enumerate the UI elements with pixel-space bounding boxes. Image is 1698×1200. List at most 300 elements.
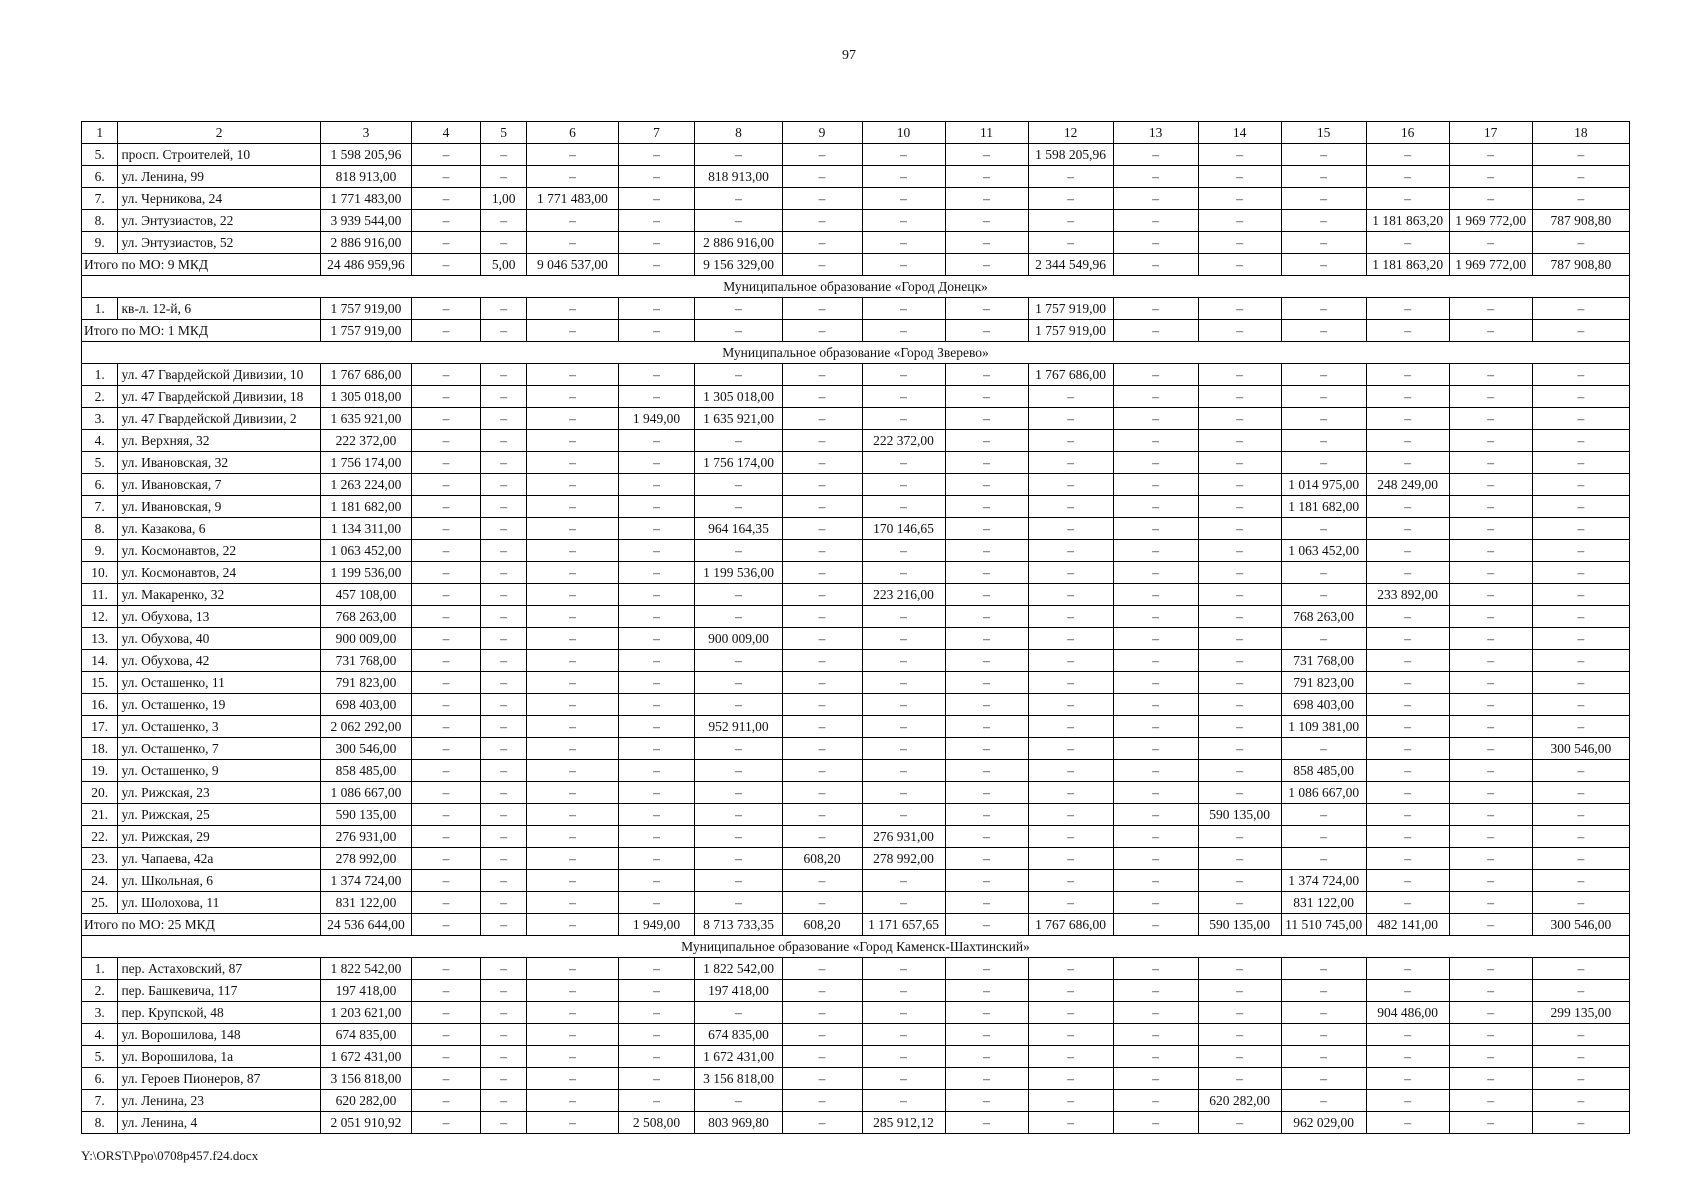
- value-cell: –: [1449, 1046, 1532, 1068]
- value-cell: –: [412, 826, 481, 848]
- table-row: [82, 166, 1630, 188]
- value-cell: –: [1532, 628, 1629, 650]
- value-cell: –: [862, 870, 945, 892]
- value-cell: 2 508,00: [618, 1112, 695, 1134]
- value-cell: –: [618, 1002, 695, 1024]
- value-cell: –: [1366, 1046, 1449, 1068]
- value-cell: 3 156 818,00: [320, 1068, 411, 1090]
- value-cell: –: [412, 782, 481, 804]
- column-header: 18: [1532, 122, 1629, 144]
- value-cell: –: [480, 1024, 527, 1046]
- value-cell: –: [1366, 1090, 1449, 1112]
- value-cell: –: [862, 1024, 945, 1046]
- value-cell: –: [618, 210, 695, 232]
- value-cell: 3 156 818,00: [695, 1068, 782, 1090]
- value-cell: –: [1532, 496, 1629, 518]
- value-cell: –: [1113, 144, 1198, 166]
- value-cell: 1 203 621,00: [320, 1002, 411, 1024]
- value-cell: –: [945, 562, 1028, 584]
- table-row: [82, 1068, 1630, 1090]
- value-cell: –: [412, 408, 481, 430]
- value-cell: 223 216,00: [862, 584, 945, 606]
- value-cell: –: [1449, 738, 1532, 760]
- value-cell: –: [1449, 1024, 1532, 1046]
- value-cell: 900 009,00: [695, 628, 782, 650]
- value-cell: –: [1113, 562, 1198, 584]
- value-cell: –: [862, 1046, 945, 1068]
- value-cell: 1 771 483,00: [527, 188, 618, 210]
- value-cell: 285 912,12: [862, 1112, 945, 1134]
- value-cell: 608,20: [782, 848, 862, 870]
- value-cell: –: [862, 452, 945, 474]
- value-cell: –: [1281, 1046, 1366, 1068]
- table-row: [82, 540, 1630, 562]
- value-cell: –: [782, 760, 862, 782]
- value-cell: 1 822 542,00: [320, 958, 411, 980]
- value-cell: –: [1028, 628, 1113, 650]
- value-cell: 768 263,00: [320, 606, 411, 628]
- value-cell: –: [1366, 496, 1449, 518]
- value-cell: –: [1113, 540, 1198, 562]
- value-cell: 1 086 667,00: [1281, 782, 1366, 804]
- value-cell: –: [862, 540, 945, 562]
- address-cell: ул. 47 Гвардейской Дивизии, 10: [118, 364, 320, 386]
- value-cell: 1 969 772,00: [1449, 210, 1532, 232]
- value-cell: 1 181 863,20: [1366, 210, 1449, 232]
- value-cell: –: [1198, 452, 1281, 474]
- value-cell: 300 546,00: [320, 738, 411, 760]
- value-cell: –: [945, 232, 1028, 254]
- value-cell: –: [412, 804, 481, 826]
- row-number: 16.: [82, 694, 118, 716]
- value-cell: 2 062 292,00: [320, 716, 411, 738]
- row-number: 12.: [82, 606, 118, 628]
- total-cell: 300 546,00: [1532, 914, 1629, 936]
- value-cell: –: [945, 452, 1028, 474]
- value-cell: –: [1028, 716, 1113, 738]
- value-cell: –: [1449, 870, 1532, 892]
- address-cell: ул. Ворошилова, 148: [118, 1024, 320, 1046]
- value-cell: –: [1028, 650, 1113, 672]
- address-cell: ул. Верхняя, 32: [118, 430, 320, 452]
- section-row: [82, 936, 1630, 958]
- value-cell: –: [527, 452, 618, 474]
- value-cell: –: [1532, 430, 1629, 452]
- value-cell: –: [945, 738, 1028, 760]
- value-cell: –: [695, 694, 782, 716]
- value-cell: –: [412, 650, 481, 672]
- value-cell: –: [1113, 210, 1198, 232]
- value-cell: –: [412, 496, 481, 518]
- value-cell: –: [945, 606, 1028, 628]
- value-cell: –: [1366, 298, 1449, 320]
- total-cell: 8 713 733,35: [695, 914, 782, 936]
- value-cell: –: [782, 188, 862, 210]
- value-cell: –: [1532, 1112, 1629, 1134]
- table-row: [82, 188, 1630, 210]
- value-cell: –: [782, 562, 862, 584]
- value-cell: –: [1113, 1024, 1198, 1046]
- column-header: 5: [480, 122, 527, 144]
- row-number: 5.: [82, 452, 118, 474]
- value-cell: –: [1028, 870, 1113, 892]
- total-cell: –: [1113, 320, 1198, 342]
- value-cell: –: [1449, 144, 1532, 166]
- section-row: [82, 276, 1630, 298]
- value-cell: 1,00: [480, 188, 527, 210]
- value-cell: –: [695, 1090, 782, 1112]
- total-cell: 482 141,00: [1366, 914, 1449, 936]
- value-cell: –: [782, 496, 862, 518]
- value-cell: –: [480, 980, 527, 1002]
- table-row: [82, 1024, 1630, 1046]
- value-cell: –: [862, 232, 945, 254]
- value-cell: –: [1198, 474, 1281, 496]
- address-cell: ул. Героев Пионеров, 87: [118, 1068, 320, 1090]
- table-row: [82, 1090, 1630, 1112]
- value-cell: –: [695, 848, 782, 870]
- value-cell: –: [527, 518, 618, 540]
- total-cell: 608,20: [782, 914, 862, 936]
- value-cell: –: [1198, 518, 1281, 540]
- column-header: 14: [1198, 122, 1281, 144]
- value-cell: –: [782, 430, 862, 452]
- value-cell: –: [782, 1090, 862, 1112]
- value-cell: –: [695, 1002, 782, 1024]
- value-cell: –: [862, 650, 945, 672]
- value-cell: –: [1028, 1068, 1113, 1090]
- value-cell: –: [782, 782, 862, 804]
- value-cell: 276 931,00: [862, 826, 945, 848]
- value-cell: –: [1449, 650, 1532, 672]
- table-row: [82, 826, 1630, 848]
- value-cell: –: [480, 452, 527, 474]
- value-cell: –: [862, 804, 945, 826]
- row-number: 25.: [82, 892, 118, 914]
- value-cell: –: [1532, 518, 1629, 540]
- value-cell: 1 014 975,00: [1281, 474, 1366, 496]
- row-number: 15.: [82, 672, 118, 694]
- value-cell: –: [412, 672, 481, 694]
- value-cell: –: [412, 210, 481, 232]
- total-cell: –: [527, 320, 618, 342]
- address-cell: ул. 47 Гвардейской Дивизии, 18: [118, 386, 320, 408]
- row-number: 1.: [82, 298, 118, 320]
- value-cell: –: [1449, 584, 1532, 606]
- value-cell: –: [945, 408, 1028, 430]
- value-cell: –: [412, 298, 481, 320]
- value-cell: –: [412, 144, 481, 166]
- value-cell: 831 122,00: [320, 892, 411, 914]
- value-cell: –: [1281, 1024, 1366, 1046]
- value-cell: –: [1532, 1068, 1629, 1090]
- value-cell: –: [1113, 430, 1198, 452]
- value-cell: –: [618, 1046, 695, 1068]
- address-cell: ул. Рижская, 29: [118, 826, 320, 848]
- value-cell: –: [527, 782, 618, 804]
- table-row: [82, 760, 1630, 782]
- value-cell: –: [527, 606, 618, 628]
- value-cell: –: [1532, 694, 1629, 716]
- value-cell: –: [618, 452, 695, 474]
- address-cell: ул. Шолохова, 11: [118, 892, 320, 914]
- value-cell: –: [1366, 848, 1449, 870]
- address-cell: ул. Космонавтов, 24: [118, 562, 320, 584]
- table-row: [82, 606, 1630, 628]
- row-number: 5.: [82, 1046, 118, 1068]
- total-cell: 590 135,00: [1198, 914, 1281, 936]
- value-cell: –: [480, 386, 527, 408]
- row-number: 2.: [82, 980, 118, 1002]
- value-cell: 222 372,00: [862, 430, 945, 452]
- value-cell: –: [480, 870, 527, 892]
- value-cell: –: [782, 408, 862, 430]
- value-cell: –: [480, 496, 527, 518]
- value-cell: –: [1113, 958, 1198, 980]
- value-cell: –: [412, 870, 481, 892]
- value-cell: –: [1532, 1090, 1629, 1112]
- value-cell: –: [1113, 848, 1198, 870]
- value-cell: –: [1532, 386, 1629, 408]
- column-header: 3: [320, 122, 411, 144]
- value-cell: –: [1113, 1112, 1198, 1134]
- value-cell: –: [1449, 364, 1532, 386]
- value-cell: –: [1449, 166, 1532, 188]
- value-cell: –: [945, 364, 1028, 386]
- value-cell: 1 635 921,00: [695, 408, 782, 430]
- total-cell: 11 510 745,00: [1281, 914, 1366, 936]
- value-cell: –: [695, 606, 782, 628]
- table-row: [82, 870, 1630, 892]
- section-row: [82, 342, 1630, 364]
- row-number: 9.: [82, 540, 118, 562]
- value-cell: –: [1366, 628, 1449, 650]
- value-cell: –: [1532, 672, 1629, 694]
- value-cell: 1 374 724,00: [1281, 870, 1366, 892]
- row-number: 24.: [82, 870, 118, 892]
- value-cell: –: [782, 452, 862, 474]
- value-cell: –: [1198, 1046, 1281, 1068]
- value-cell: –: [945, 848, 1028, 870]
- value-cell: –: [618, 892, 695, 914]
- value-cell: –: [782, 364, 862, 386]
- value-cell: –: [695, 474, 782, 496]
- address-cell: просп. Строителей, 10: [118, 144, 320, 166]
- value-cell: 964 164,35: [695, 518, 782, 540]
- value-cell: –: [527, 1068, 618, 1090]
- value-cell: –: [1198, 848, 1281, 870]
- value-cell: –: [412, 364, 481, 386]
- value-cell: –: [945, 980, 1028, 1002]
- value-cell: –: [480, 826, 527, 848]
- value-cell: –: [527, 870, 618, 892]
- value-cell: –: [945, 584, 1028, 606]
- value-cell: –: [1028, 210, 1113, 232]
- value-cell: –: [618, 628, 695, 650]
- total-cell: –: [480, 320, 527, 342]
- value-cell: –: [695, 496, 782, 518]
- value-cell: –: [862, 694, 945, 716]
- total-cell: –: [1366, 320, 1449, 342]
- value-cell: –: [1113, 1002, 1198, 1024]
- value-cell: –: [782, 606, 862, 628]
- total-cell: 5,00: [480, 254, 527, 276]
- value-cell: –: [527, 716, 618, 738]
- value-cell: –: [1198, 408, 1281, 430]
- value-cell: –: [527, 804, 618, 826]
- value-cell: 1 374 724,00: [320, 870, 411, 892]
- table-row: [82, 628, 1630, 650]
- value-cell: –: [782, 628, 862, 650]
- row-number: 23.: [82, 848, 118, 870]
- total-cell: 1 181 863,20: [1366, 254, 1449, 276]
- column-header: 13: [1113, 122, 1198, 144]
- row-number: 8.: [82, 518, 118, 540]
- value-cell: –: [527, 232, 618, 254]
- value-cell: –: [1366, 452, 1449, 474]
- value-cell: –: [862, 672, 945, 694]
- value-cell: –: [1113, 166, 1198, 188]
- value-cell: –: [1366, 430, 1449, 452]
- value-cell: –: [1281, 430, 1366, 452]
- table-row: [82, 144, 1630, 166]
- value-cell: –: [862, 1068, 945, 1090]
- value-cell: 2 886 916,00: [695, 232, 782, 254]
- value-cell: –: [1028, 584, 1113, 606]
- value-cell: –: [782, 980, 862, 1002]
- value-cell: –: [618, 496, 695, 518]
- value-cell: –: [1198, 760, 1281, 782]
- value-cell: –: [1449, 980, 1532, 1002]
- address-cell: ул. Осташенко, 11: [118, 672, 320, 694]
- value-cell: –: [945, 1112, 1028, 1134]
- value-cell: –: [1198, 628, 1281, 650]
- row-number: 6.: [82, 166, 118, 188]
- value-cell: –: [1366, 892, 1449, 914]
- value-cell: –: [862, 958, 945, 980]
- value-cell: –: [480, 1002, 527, 1024]
- value-cell: –: [1028, 782, 1113, 804]
- value-cell: 2 051 910,92: [320, 1112, 411, 1134]
- row-number: 7.: [82, 1090, 118, 1112]
- value-cell: –: [1281, 518, 1366, 540]
- value-cell: –: [1028, 1002, 1113, 1024]
- table-row: [82, 298, 1630, 320]
- value-cell: –: [1281, 738, 1366, 760]
- value-cell: –: [480, 144, 527, 166]
- value-cell: –: [1028, 738, 1113, 760]
- value-cell: 620 282,00: [1198, 1090, 1281, 1112]
- value-cell: –: [1366, 1024, 1449, 1046]
- value-cell: –: [1366, 144, 1449, 166]
- row-number: 4.: [82, 430, 118, 452]
- total-cell: 24 486 959,96: [320, 254, 411, 276]
- value-cell: –: [1198, 892, 1281, 914]
- value-cell: 904 486,00: [1366, 1002, 1449, 1024]
- value-cell: –: [480, 584, 527, 606]
- value-cell: –: [1198, 584, 1281, 606]
- value-cell: 1 771 483,00: [320, 188, 411, 210]
- value-cell: –: [480, 1090, 527, 1112]
- total-cell: 1 757 919,00: [1028, 320, 1113, 342]
- value-cell: –: [618, 562, 695, 584]
- total-cell: 9 156 329,00: [695, 254, 782, 276]
- value-cell: –: [782, 870, 862, 892]
- value-cell: –: [1198, 716, 1281, 738]
- value-cell: –: [782, 298, 862, 320]
- table-row: [82, 364, 1630, 386]
- value-cell: –: [412, 848, 481, 870]
- value-cell: –: [1113, 650, 1198, 672]
- value-cell: 170 146,65: [862, 518, 945, 540]
- value-cell: –: [1113, 518, 1198, 540]
- value-cell: –: [945, 188, 1028, 210]
- value-cell: –: [862, 386, 945, 408]
- column-header: 1: [82, 122, 118, 144]
- value-cell: –: [862, 496, 945, 518]
- table-row: [82, 650, 1630, 672]
- table-row: [82, 386, 1630, 408]
- value-cell: 197 418,00: [320, 980, 411, 1002]
- value-cell: –: [1281, 144, 1366, 166]
- value-cell: –: [1366, 408, 1449, 430]
- value-cell: 299 135,00: [1532, 1002, 1629, 1024]
- total-label: Итого по МО: 1 МКД: [82, 320, 321, 342]
- total-cell: –: [1198, 254, 1281, 276]
- value-cell: 791 823,00: [320, 672, 411, 694]
- column-header: 8: [695, 122, 782, 144]
- value-cell: –: [1366, 540, 1449, 562]
- value-cell: 590 135,00: [320, 804, 411, 826]
- value-cell: –: [1113, 672, 1198, 694]
- address-cell: пер. Астаховский, 87: [118, 958, 320, 980]
- value-cell: –: [782, 804, 862, 826]
- total-cell: 1 969 772,00: [1449, 254, 1532, 276]
- value-cell: –: [1198, 1002, 1281, 1024]
- value-cell: 952 911,00: [695, 716, 782, 738]
- value-cell: –: [1113, 606, 1198, 628]
- total-cell: 2 344 549,96: [1028, 254, 1113, 276]
- value-cell: –: [782, 892, 862, 914]
- value-cell: –: [412, 980, 481, 1002]
- total-cell: –: [1449, 320, 1532, 342]
- table-row: [82, 584, 1630, 606]
- value-cell: –: [527, 298, 618, 320]
- address-cell: ул. Ленина, 4: [118, 1112, 320, 1134]
- value-cell: –: [1532, 716, 1629, 738]
- value-cell: –: [1281, 232, 1366, 254]
- value-cell: –: [1198, 1068, 1281, 1090]
- value-cell: –: [412, 518, 481, 540]
- value-cell: –: [412, 1090, 481, 1112]
- value-cell: –: [480, 892, 527, 914]
- address-cell: ул. Энтузиастов, 22: [118, 210, 320, 232]
- value-cell: 3 939 544,00: [320, 210, 411, 232]
- row-number: 21.: [82, 804, 118, 826]
- value-cell: –: [1366, 738, 1449, 760]
- value-cell: 2 886 916,00: [320, 232, 411, 254]
- value-cell: –: [1281, 452, 1366, 474]
- address-cell: ул. Рижская, 25: [118, 804, 320, 826]
- data-table-container: [81, 121, 1630, 1134]
- total-cell: 9 046 537,00: [527, 254, 618, 276]
- value-cell: 731 768,00: [1281, 650, 1366, 672]
- table-row: [82, 980, 1630, 1002]
- value-cell: –: [1366, 694, 1449, 716]
- value-cell: –: [1366, 672, 1449, 694]
- value-cell: –: [862, 210, 945, 232]
- value-cell: –: [1449, 518, 1532, 540]
